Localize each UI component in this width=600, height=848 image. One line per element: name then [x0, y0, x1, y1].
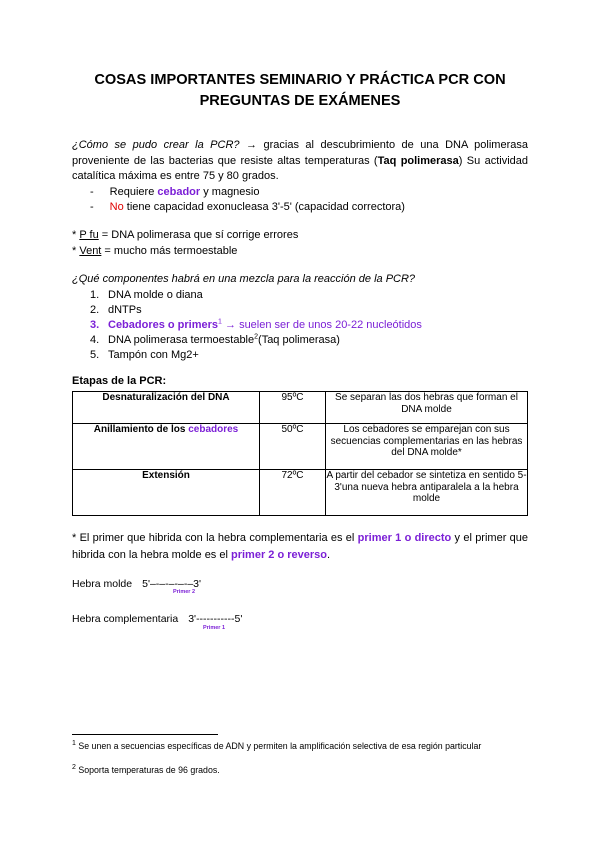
primer-1-label: Primer 1: [203, 625, 226, 631]
footnote-number: 1: [72, 740, 76, 748]
list-item: [90, 318, 422, 334]
intro-paragraph: [72, 138, 528, 185]
taq-term: Taq polimerasa: [377, 154, 459, 167]
note-text: * El primer que hibrida con la hebra complementaria es el: [72, 532, 358, 544]
list-number: 4.: [90, 334, 100, 346]
title-line-1: COSAS IMPORTANTES SEMINARIO Y PRÁCTICA PCR CON: [94, 72, 506, 88]
intro-question: ¿Cómo se pudo crear la PCR?: [72, 139, 240, 151]
bullet-text: Requiere: [109, 186, 158, 198]
footnote-1: [72, 741, 528, 752]
list-text: Tampón con Mg2+: [108, 349, 199, 361]
list-text: DNA polimerasa termoestable: [108, 334, 255, 346]
arrow: →: [239, 139, 264, 151]
list-bold: Cebadores o primers: [108, 319, 219, 331]
list-number: 1.: [90, 289, 100, 301]
list-item: [90, 288, 203, 304]
intro-text-2: ) Su actividad catalítica máxima es entre 75 y 80 grados.: [72, 154, 528, 182]
list-text: → suelen ser de unos 20-22 nucleótidos: [221, 319, 422, 331]
note-text: = DNA polimerasa que sí corrige errores: [98, 229, 299, 241]
hebra-label: Hebra complementaria: [72, 613, 179, 625]
note-text: .: [326, 549, 331, 561]
list-item: [90, 333, 340, 349]
primer-2-highlight: primer 2 o reverso: [230, 549, 327, 561]
note-pfu: [72, 228, 298, 244]
footnote-text: Se unen a secuencias específicas de ADN y permiten la amplificación selectiva de esa región particular: [75, 741, 482, 751]
hebra-sequence: 3'-----------5': [188, 613, 243, 625]
star: *: [72, 229, 80, 241]
list-number: 2.: [90, 304, 100, 316]
primer-note: [72, 530, 528, 564]
footnote-ref: 2: [254, 333, 259, 341]
list-number: 3.: [90, 319, 100, 331]
dash: -: [90, 201, 94, 213]
intro-text-1: gracias al descubrimiento de una DNA polimerasa proveniente de las bacterias que resiste altas temperaturas (: [72, 139, 528, 167]
list-text: (Taq polimerasa): [258, 334, 340, 346]
stage-temp: 95ºC: [260, 392, 326, 424]
stage-name-highlight: cebadores: [188, 424, 239, 435]
title-line-2: PREGUNTAS DE EXÁMENES: [199, 93, 401, 109]
bullet-item: [90, 185, 259, 201]
bullet-item: [90, 200, 405, 216]
footnote-text: Soporta temperaturas de 96 grados.: [75, 765, 220, 775]
list-text: DNA molde o diana: [108, 289, 203, 301]
table-row: [73, 470, 528, 516]
stage-desc: Los cebadores se emparejan con sus secuencias complementarias en las hebras del DNA molde*: [326, 424, 528, 470]
footnote-number: 2: [72, 764, 76, 772]
list-number: 5.: [90, 349, 100, 361]
note-vent: [72, 244, 237, 260]
stage-temp: 50ºC: [260, 424, 326, 470]
dash: -: [90, 186, 94, 198]
list-item: [90, 348, 199, 364]
bullet-highlight: cebador: [157, 186, 201, 198]
primer-2-label: Primer 2: [173, 589, 196, 595]
footnote-divider: [72, 734, 218, 735]
components-question: ¿Qué componentes habrá en una mezcla para la reacción de la PCR?: [72, 273, 416, 285]
stage-name: Desnaturalización del DNA: [73, 392, 260, 424]
stage-name-text: Anillamiento de los: [93, 424, 189, 435]
bullet-highlight: No: [109, 201, 124, 213]
note-term: P fu: [79, 229, 99, 241]
list-text: dNTPs: [108, 304, 142, 316]
stage-desc: Se separan las dos hebras que forman el DNA molde: [326, 392, 528, 424]
footnote-2: [72, 765, 528, 776]
star: *: [72, 245, 80, 257]
stage-name: [73, 424, 260, 470]
table-row: [73, 392, 528, 424]
list-item: [90, 303, 142, 319]
note-text: = mucho más termoestable: [101, 245, 238, 257]
note-term: Vent: [79, 245, 102, 257]
stage-desc: A partir del cebador se sintetiza en sentido 5-3'una nueva hebra antiparalela a la hebra molde: [326, 470, 528, 516]
primer-1-highlight: primer 1 o directo: [357, 532, 452, 544]
etapas-table: [72, 391, 528, 516]
note-text: y el primer que hibrida con la hebra molde es el: [72, 532, 529, 561]
etapas-heading: Etapas de la PCR:: [72, 375, 167, 387]
page-title: [60, 70, 540, 112]
footnote-ref: 1: [218, 318, 222, 326]
bullet-text: y magnesio: [200, 186, 260, 198]
hebra-sequence: 5'–-–-–-–-–3': [142, 578, 201, 590]
table-row: [73, 424, 528, 470]
hebra-label: Hebra molde: [72, 578, 133, 590]
stage-name: Extensión: [73, 470, 260, 516]
stage-temp: 72ºC: [260, 470, 326, 516]
bullet-text: tiene capacidad exonucleasa 3'-5' (capacidad correctora): [123, 201, 405, 213]
